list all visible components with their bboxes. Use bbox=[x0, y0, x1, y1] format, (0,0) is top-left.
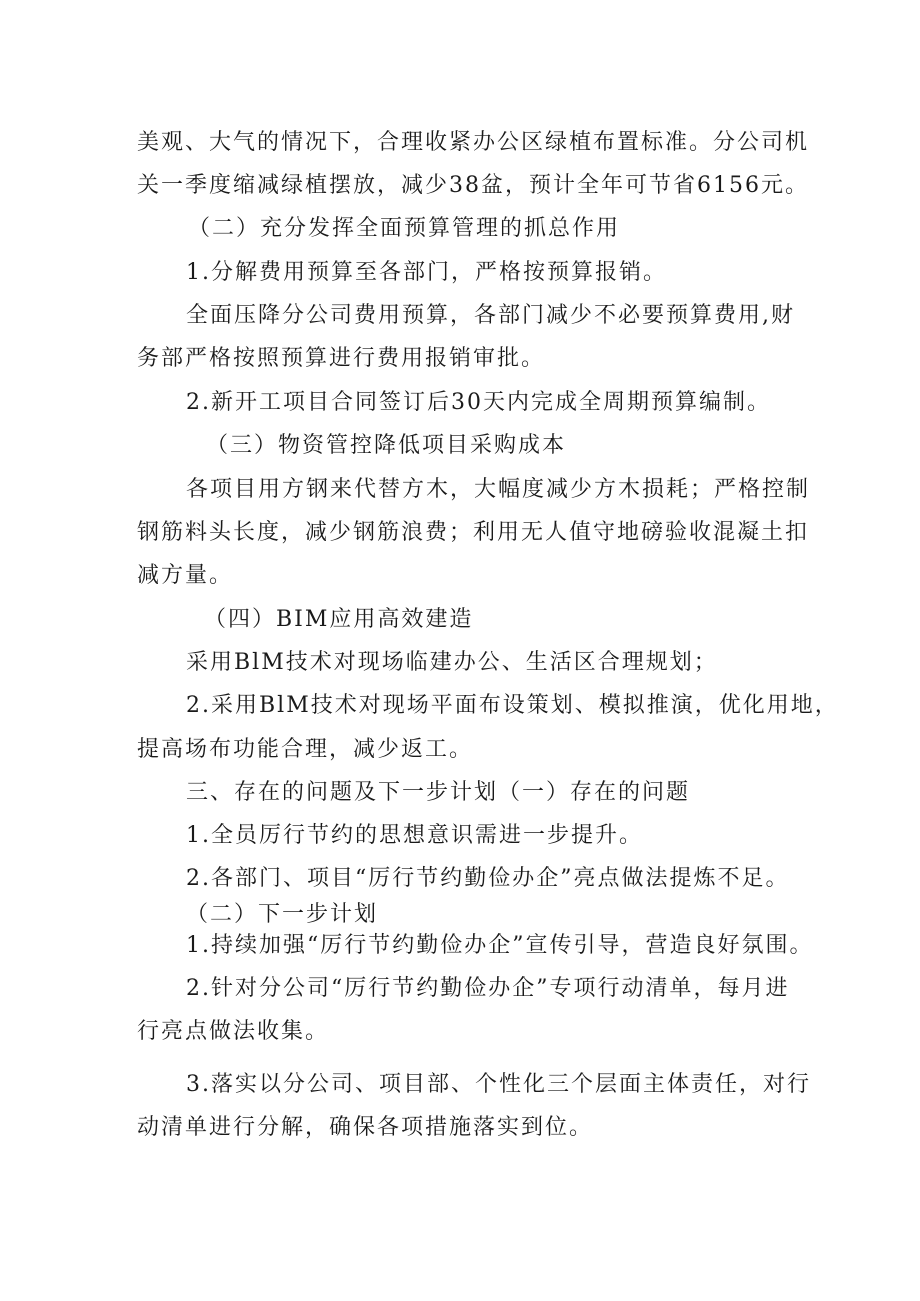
list-item: 2.新开工项目合同签订后30天内完成全周期预算编制。 bbox=[186, 390, 771, 415]
paragraph-line: 钢筋料头长度，减少钢筋浪费；利用无人值守地磅验收混凝土扣 bbox=[137, 520, 810, 545]
list-item: 1.持续加强“厉行节约勤俭办企”宣传引导，营造良好氛围。 bbox=[186, 933, 814, 958]
section-heading: （二）充分发挥全面预算管理的抓总作用 bbox=[188, 216, 621, 241]
section-heading: （二）下一步计划 bbox=[186, 902, 379, 927]
list-item: 2.针对分公司“厉行节约勤俭办企”专项行动清单，每月进 bbox=[186, 976, 790, 1001]
paragraph-line: 采用BlM技术对现场临建办公、生活区合理规划； bbox=[186, 650, 718, 675]
paragraph-line: 关一季度缩减绿植摆放，减少38盆，预计全年可节省6156元。 bbox=[137, 173, 809, 198]
list-item: 1.全员厉行节约的思想意识需进一步提升。 bbox=[186, 823, 643, 848]
paragraph-line: 提高场布功能合理，减少返工。 bbox=[137, 737, 474, 762]
section-heading: （三）物资管控降低项目采购成本 bbox=[206, 433, 567, 458]
list-item: 2.各部门、项目“厉行节约勤俭办企”亮点做法提炼不足。 bbox=[186, 866, 790, 891]
paragraph-line: 减方量。 bbox=[137, 563, 234, 588]
paragraph-line: 行亮点做法收集。 bbox=[137, 1019, 330, 1044]
chapter-heading: 三、存在的问题及下一步计划（一）存在的问题 bbox=[186, 780, 691, 805]
list-item: 2.采用BlM技术对现场平面布设策划、模拟推演，优化用地， bbox=[186, 693, 839, 718]
paragraph-line: 动清单进行分解，确保各项措施落实到位。 bbox=[137, 1115, 594, 1140]
list-item: 1.分解费用预算至各部门，严格按预算报销。 bbox=[186, 260, 667, 285]
paragraph-line: 各项目用方钢来代替方木，大幅度减少方木损耗；严格控制 bbox=[186, 477, 811, 502]
list-item: 3.落实以分公司、项目部、个性化三个层面主体责任，对行 bbox=[186, 1072, 811, 1097]
paragraph-line: 美观、大气的情况下，合理收紧办公区绿植布置标准。分公司机 bbox=[137, 130, 810, 155]
paragraph-line: 全面压降分公司费用预算，各部门减少不必要预算费用,财 bbox=[186, 303, 795, 328]
section-heading: （四）BIM应用高效建造 bbox=[204, 607, 474, 632]
paragraph-line: 务部严格按照预算进行费用报销审批。 bbox=[137, 346, 546, 371]
